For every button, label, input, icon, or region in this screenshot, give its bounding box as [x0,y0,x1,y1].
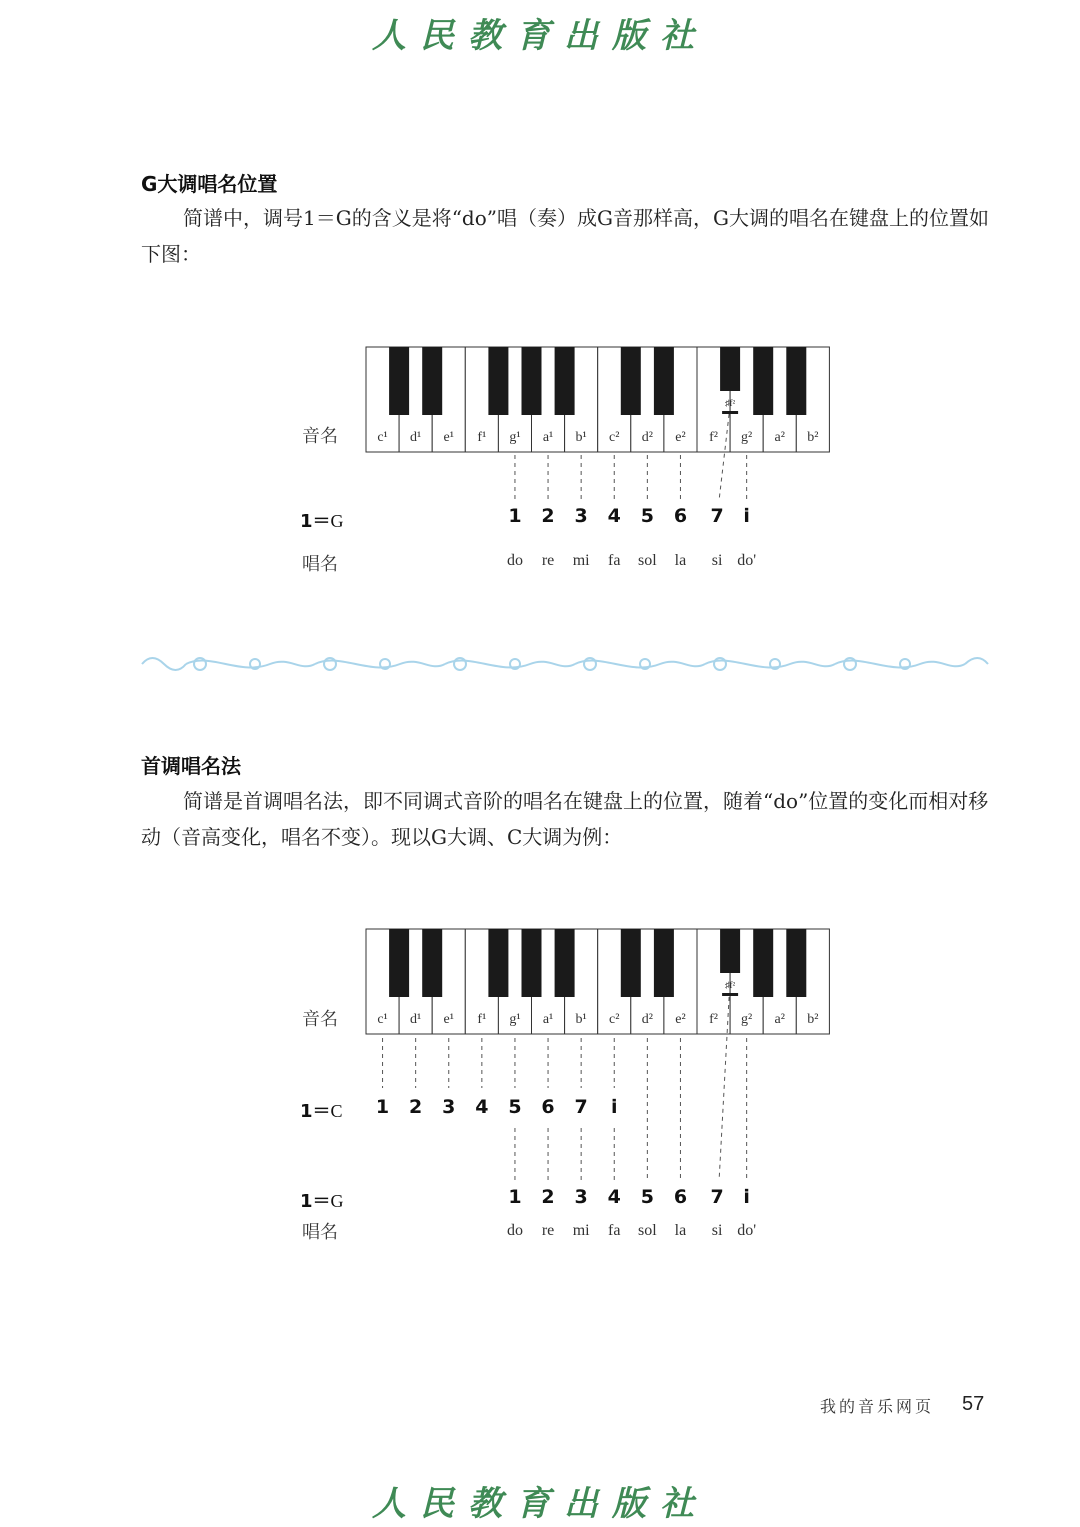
g-major-number: i̇ [743,1186,750,1208]
solfege-number: 1 [508,505,522,527]
solfege-number: 4 [607,505,621,527]
g-major-number: 3 [574,1186,588,1208]
solfege-number: 7 [710,505,724,527]
note-name-label-1: 音名 [302,426,338,447]
c-major-number: 3 [442,1096,456,1118]
c-major-number: 7 [574,1096,588,1118]
solfege-syllable: mi [572,552,590,569]
solfege-label-2: 唱名 [302,1222,338,1243]
solfege-syllable: do' [737,1222,757,1239]
solfege-number: i̇ [743,505,750,527]
g-major-number: 1 [508,1186,522,1208]
solfege-syllable: la [674,552,687,569]
key-signature-c: 1＝C [300,1101,343,1122]
black-key [488,929,508,997]
c-major-number: 5 [508,1096,522,1118]
c-major-number: 4 [475,1096,489,1118]
solfege-syllable: do [506,552,523,569]
white-key-label: g¹ [509,1012,521,1027]
section1-paragraph: 简谱中，调号1＝G的含义是将“do”唱（奏）成G音那样高，G大调的唱名在键盘上的位置如下图： [141,206,989,266]
g-major-number: 6 [673,1186,688,1208]
white-key-label: e¹ [443,1012,454,1027]
c-major-number: 2 [409,1096,423,1118]
solfege-syllable: re [541,1222,555,1239]
white-key-label: e¹ [443,430,454,445]
page-number: 57 [962,1393,985,1415]
white-key-label: b¹ [575,1012,587,1027]
sharp-f2-label: ♯f² [724,980,736,990]
white-key-label: b² [807,1012,819,1027]
white-key-label: d² [641,430,653,445]
g-major-number: 7 [710,1186,724,1208]
black-key [522,929,542,997]
white-key-label: c² [609,1012,620,1027]
key-signature-g-2: 1＝G [300,1191,344,1212]
black-key [621,929,641,997]
white-key-label: a² [774,430,785,445]
section2-heading: 首调唱名法 [141,754,241,778]
solfege-number: 2 [541,505,555,527]
footer-page-title: 我的音乐网页 [820,1397,935,1416]
white-key-label: d¹ [410,1012,422,1027]
sharp-f2-label: ♯f² [724,398,736,408]
note-name-label-2: 音名 [302,1009,338,1030]
solfege-syllable: do [506,1222,523,1239]
solfege-syllable: do' [737,552,757,569]
black-key [555,929,575,997]
black-key [422,929,442,997]
publisher-logo-top: 人民教育出版社 [372,16,708,56]
solfege-syllable: fa [608,1222,621,1239]
sharp-key-marker [722,993,738,996]
solfege-label-1: 唱名 [302,554,338,575]
publisher-logo-bottom: 人民教育出版社 [372,1484,708,1524]
section1-heading: G大调唱名位置 [141,172,278,196]
white-key-label: f¹ [477,430,487,445]
white-key-label: a¹ [542,430,554,445]
section2-paragraph: 简谱是首调唱名法，即不同调式音阶的唱名在键盘上的位置，随着“do”位置的变化而相对移动（音高变化，唱名不变）。现以G大调、C大调为例： [141,789,989,849]
white-key-label: g² [741,430,753,445]
black-key [389,929,409,997]
solfege-syllable: si [711,1222,723,1239]
solfege-number: 5 [640,505,654,527]
white-key-label: b¹ [575,430,587,445]
solfege-syllable: sol [638,552,657,569]
solfege-syllable: mi [572,1222,590,1239]
black-key [654,929,674,997]
c-major-number: 6 [541,1096,555,1118]
white-key-label: b² [807,430,819,445]
solfege-syllable: si [711,552,723,569]
white-key-label: e² [675,1012,686,1027]
white-key-label: a¹ [542,1012,554,1027]
white-key-label: c¹ [377,1012,388,1027]
black-key [720,929,740,973]
white-key-label: f² [709,430,718,445]
g-major-number: 5 [640,1186,654,1208]
white-key-label: e² [675,430,686,445]
white-key-label: f¹ [477,1012,487,1027]
white-key-label: a² [774,1012,785,1027]
white-key-label: d² [641,1012,653,1027]
key-signature-g-1: 1＝G [300,511,344,532]
c-major-number: 1 [375,1096,390,1118]
white-key-label: c¹ [377,430,388,445]
solfege-syllable: re [541,552,555,569]
white-key-label: f² [709,1012,718,1027]
solfege-syllable: fa [608,552,621,569]
black-key [786,929,806,997]
white-key-label: g¹ [509,430,521,445]
solfege-number: 3 [574,505,588,527]
c-major-number: i̇ [610,1096,618,1118]
white-key-label: d¹ [410,430,422,445]
white-key-label: c² [609,430,620,445]
solfege-syllable: la [674,1222,687,1239]
black-key [753,929,773,997]
white-key-label: g² [741,1012,753,1027]
g-major-number: 2 [541,1186,555,1208]
solfege-number: 6 [673,505,688,527]
g-major-number: 4 [607,1186,621,1208]
solfege-syllable: sol [638,1222,657,1239]
